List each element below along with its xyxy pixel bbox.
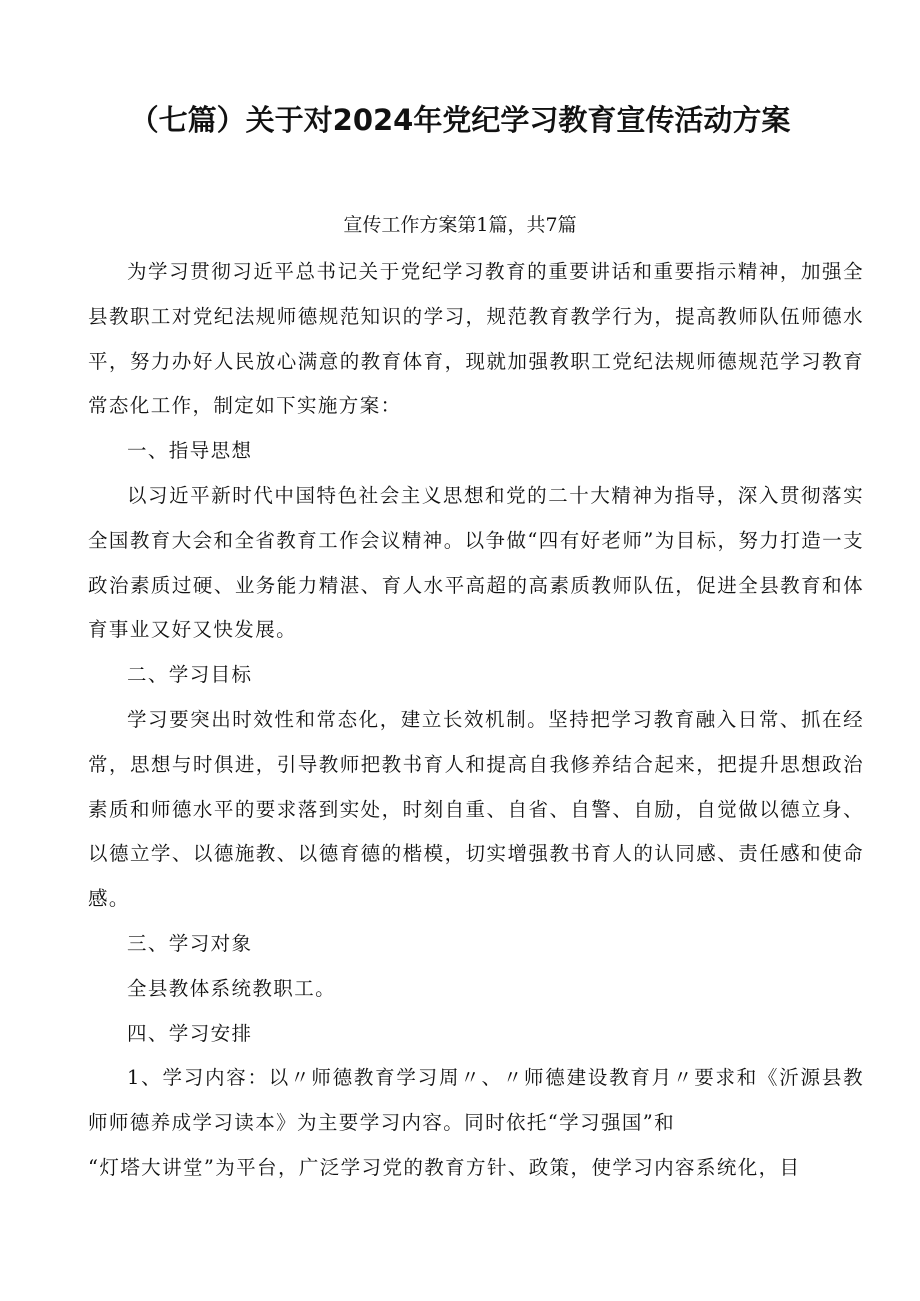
paragraph-learning-content-continued: “灯塔大讲堂”为平台，广泛学习党的教育方针、政策，使学习内容系统化，目 <box>88 1155 801 1179</box>
paragraph-intro: 为学习贯彻习近平总书记关于党纪学习教育的重要讲话和重要指示精神，加强全县教职工对党纪法规师德规范知识的学习，规范教育教学行为，提高教师队伍师德水平，努力办好人民放心满意的教育体育，现就加强教职工党纪法规师德规范学习教育常态化工作，制定如下实施方案： <box>88 260 864 418</box>
document-subtitle: 宣传工作方案第1篇，共7篇 <box>343 214 577 236</box>
heading-guiding-ideology: 一、指导思想 <box>127 439 253 463</box>
paragraph-learning-goals: 学习要突出时效性和常态化，建立长效机制。坚持把学习教育融入日常、抓在经常，思想与时俱进，引导教师把教书育人和提高自我修养结合起来，把提升思想政治素质和师德水平的要求落到实处，时刻自重、自省、自警、自励，自觉做以德立身、以德立学、以德施教、以德育德的楷模，切实增强教书育人的认同感、责任感和使命感。 <box>88 707 864 911</box>
paragraph-learning-targets: 全县教体系统教职工。 <box>127 976 337 1000</box>
document-title: （七篇）关于对2024年党纪学习教育宣传活动方案 <box>129 103 791 137</box>
document-body <box>88 250 864 1191</box>
heading-learning-arrangement: 四、学习安排 <box>127 1021 253 1045</box>
heading-learning-goals: 二、学习目标 <box>127 663 253 687</box>
paragraph-guiding-ideology: 以习近平新时代中国特色社会主义思想和党的二十大精神为指导，深入贯彻落实全国教育大会和全省教育工作会议精神。以争做“四有好老师”为目标，努力打造一支政治素质过硬、业务能力精湛、育人水平高超的高素质教师队伍，促进全县教育和体育事业又好又快发展。 <box>88 483 864 642</box>
paragraph-learning-content: 1、学习内容：以〃师德教育学习周〃、〃师德建设教育月〃要求和《沂源县教师师德养成学习读本》为主要学习内容。同时依托“学习强国”和 <box>88 1066 864 1135</box>
heading-learning-targets: 三、学习对象 <box>127 931 253 955</box>
